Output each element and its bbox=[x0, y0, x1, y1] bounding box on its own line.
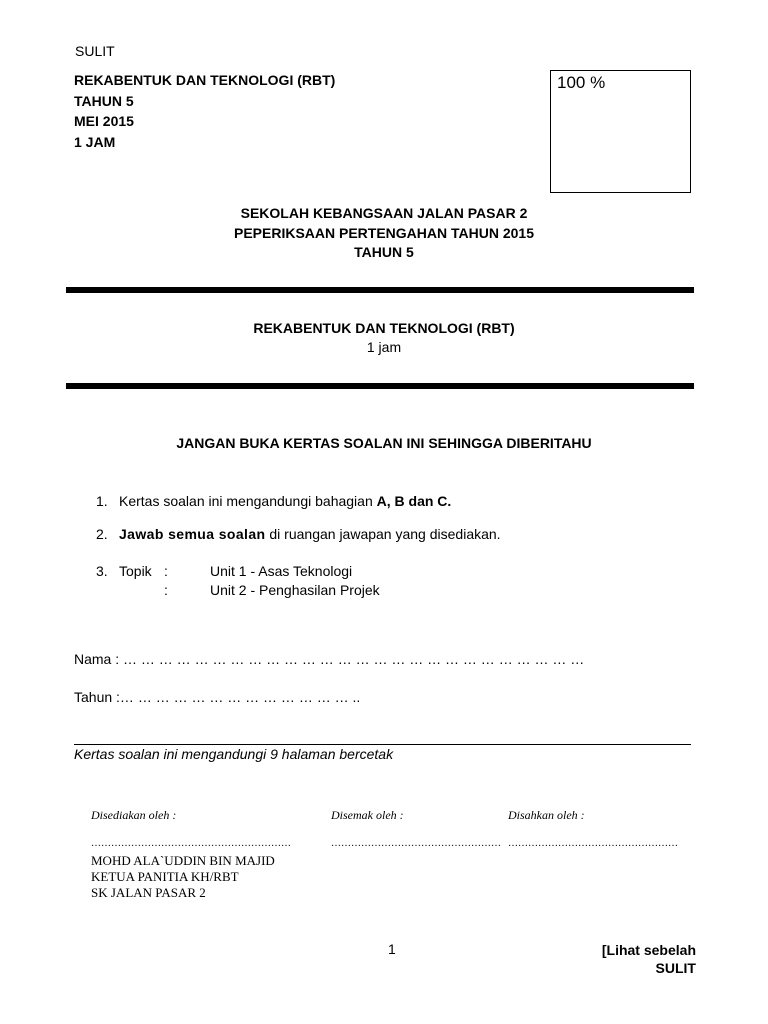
score-box bbox=[550, 70, 691, 193]
sulit-label-top: SULIT bbox=[75, 43, 115, 59]
header-duration: 1 JAM bbox=[74, 133, 116, 150]
instruction-number: 1. bbox=[96, 493, 108, 509]
exam-header bbox=[74, 70, 335, 152]
topic-label: Topik bbox=[119, 563, 152, 579]
header-year: TAHUN 5 bbox=[74, 92, 134, 109]
name-field[interactable]: Nama : … … … … … … … … … … … … … … … … … … … … … … … … … … bbox=[74, 651, 585, 667]
subject-duration: 1 jam bbox=[366, 339, 402, 355]
see-next-label: [Lihat sebelah bbox=[601, 942, 696, 958]
subject-block bbox=[0, 319, 768, 357]
footer-note bbox=[560, 941, 696, 977]
divider-rule-top bbox=[66, 287, 694, 293]
topic-colon: : bbox=[164, 563, 168, 579]
divider-rule-bottom bbox=[66, 383, 694, 389]
header-month: MEI 2015 bbox=[74, 113, 134, 129]
checked-signature-line: …………………………………………… bbox=[331, 838, 501, 849]
instruction-2 bbox=[96, 526, 501, 542]
note-underline bbox=[74, 744, 691, 745]
subject-title: REKABENTUK DAN TEKNOLOGI (RBT) bbox=[253, 320, 515, 336]
instruction-bold: A, B dan C. bbox=[376, 493, 452, 509]
topic-colon: : bbox=[164, 582, 168, 598]
topic-unit-2: Unit 2 - Penghasilan Projek bbox=[210, 582, 380, 598]
instruction-text: Kertas soalan ini mengandungi bahagian bbox=[119, 493, 377, 509]
approved-signature-line: …………………………………………… bbox=[508, 838, 678, 849]
school-block bbox=[0, 204, 768, 263]
checked-by-label: Disemak oleh : bbox=[331, 808, 404, 822]
year-field[interactable]: Tahun :… … … … … … … … … … … … … .. bbox=[74, 689, 361, 705]
preparer-school: SK JALAN PASAR 2 bbox=[91, 885, 206, 900]
instruction-number-label bbox=[96, 563, 152, 579]
preparer-name: MOHD ALA`UDDIN BIN MAJID bbox=[91, 853, 275, 868]
instruction-number: 2. bbox=[96, 526, 108, 542]
exam-year: TAHUN 5 bbox=[354, 244, 414, 260]
prepared-by-label: Disediakan oleh : bbox=[91, 808, 177, 822]
header-subject: REKABENTUK DAN TEKNOLOGI (RBT) bbox=[74, 72, 336, 88]
exam-name: PEPERIKSAAN PERTENGAHAN TAHUN 2015 bbox=[233, 224, 534, 241]
instruction-bold: Jawab semua soalan bbox=[119, 526, 266, 542]
page-count-note: Kertas soalan ini mengandungi 9 halaman bercetak bbox=[74, 746, 394, 762]
score-value: 100 % bbox=[557, 73, 606, 92]
topic-unit-1: Unit 1 - Asas Teknologi bbox=[210, 563, 353, 579]
prepared-signature-line: …………………………………………………… bbox=[91, 838, 291, 849]
instruction-number: 3. bbox=[96, 563, 108, 579]
preparer-details bbox=[91, 853, 275, 901]
warning-text: JANGAN BUKA KERTAS SOALAN INI SEHINGGA DIBERITAHU bbox=[176, 435, 592, 451]
preparer-title: KETUA PANITIA KH/RBT bbox=[91, 869, 239, 884]
page-number: 1 bbox=[388, 941, 396, 957]
instruction-1 bbox=[96, 493, 451, 509]
approved-by-label: Disahkan oleh : bbox=[508, 808, 585, 822]
instruction-text: di ruangan jawapan yang disediakan. bbox=[265, 526, 501, 542]
sulit-label-bottom: SULIT bbox=[655, 960, 696, 976]
school-name: SEKOLAH KEBANGSAAN JALAN PASAR 2 bbox=[240, 205, 528, 221]
